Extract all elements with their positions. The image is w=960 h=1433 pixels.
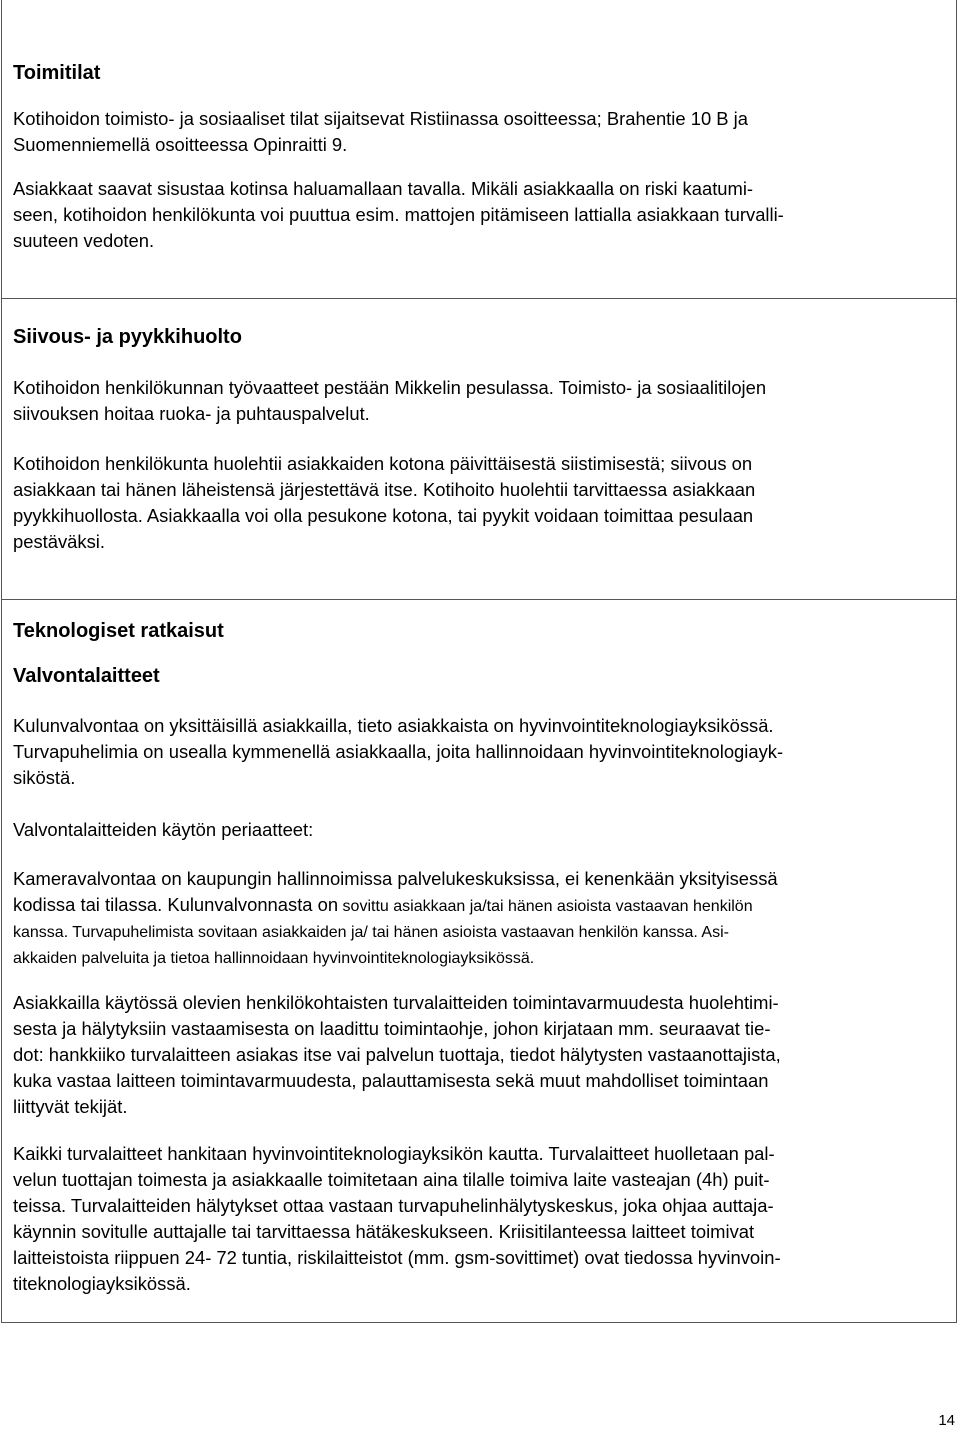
- paragraph: Kotihoidon toimisto- ja sosiaaliset tilat sijaitsevat Ristiinassa osoitteessa; Brahentie 10 B ja Suomenniemellä osoitteessa Opinraitti 9.: [13, 108, 748, 155]
- heading-teknologiset: Teknologiset ratkaisut: [13, 620, 224, 642]
- paragraph: Kaikki turvalaitteet hankitaan hyvinvointiteknologiayksikön kautta. Turvalaitteet huolletaan pal- velun tuottajan toimesta ja asiakkaalle toimitetaan aina tilalle toimiva laite vasteajan (4h) puit- teissa. Turvalaitteiden hälytykset ottaa vastaan turvapuhelinhälytyskeskus, joka ohjaa auttaja- käynnin sovitulle auttajalle tai tarvittaessa hätäkeskukseen. Kriisitilanteessa laitteet toimivat laitteistoista riippuen 24- 72 tuntia, riskilaitteistot (mm. gsm-sovittimet) ovat tiedossa hyvinvoin- titeknologiayksikössä.: [13, 1143, 781, 1294]
- paragraph: Kotihoidon henkilökunnan työvaatteet pestään Mikkelin pesulassa. Toimisto- ja sosiaalitilojen siivouksen hoitaa ruoka- ja puhtauspalvelut.: [13, 377, 767, 424]
- heading-siivous: Siivous- ja pyykkihuolto: [13, 326, 242, 348]
- paragraph: Kotihoidon henkilökunta huolehtii asiakkaiden kotona päivittäisestä siistimisestä; siivous on asiakkaan tai hänen läheistensä järjestettävä itse. Kotihoito huolehtii tarvittaessa asiakkaan pyykkihuollosta. Asiakkaalla voi olla pesukone kotona, tai pyykit voidaan toimittaa pesulaan pestäväksi.: [13, 453, 756, 552]
- paragraph-periaatteet: Valvontalaitteiden käytön periaatteet:: [13, 819, 314, 840]
- paragraph: Kameravalvontaa on kaupungin hallinnoimissa palvelukeskuksissa, ei kenenkään yksityisessä kodissa tai tilassa. Kulunvalvonnasta on sovittu asiakkaan ja/tai hänen asioista vastaavan henkilön kanssa. Turvapuhelimista sovitaan asiakkaiden ja/ tai hänen asioista vastaavan henkilön kanssa. Asi- akkaiden palveluita ja tietoa hallinnoidaan hyvinvointiteknologiayksikössä.: [13, 868, 778, 967]
- paragraph: Kulunvalvontaa on yksittäisillä asiakkailla, tieto asiakkaista on hyvinvointiteknologiayksikössä. Turvapuhelimia on usealla kymmenellä asiakkaalla, joita hallinnoidaan hyvinvointiteknologiayk- siköstä.: [13, 715, 784, 788]
- paragraph: Asiakkailla käytössä olevien henkilökohtaisten turvalaitteiden toimintavarmuudesta huolehtimi- sesta ja hälytyksiin vastaamisesta on laadittu toimintaohje, johon kirjataan mm. seuraavat tie- dot: hankkiiko turvalaitteen asiakas itse vai palvelun tuottaja, tiedot hälytysten vastaanottajista, kuka vastaa laitteen toimintavarmuudesta, palauttamisesta sekä muut mahdolliset toimintaan liittyvät tekijät.: [13, 992, 781, 1117]
- page-number: 14: [938, 1412, 955, 1429]
- heading-toimitilat: Toimitilat: [13, 62, 101, 84]
- subheading-valvontalaitteet: Valvontalaitteet: [13, 665, 160, 687]
- paragraph: Asiakkaat saavat sisustaa kotinsa haluamallaan tavalla. Mikäli asiakkaalla on riski kaatumi- seen, kotihoidon henkilökunta voi puuttua esim. mattojen pitämiseen lattialla asiakkaan turvalli- suuteen vedoten.: [13, 178, 784, 251]
